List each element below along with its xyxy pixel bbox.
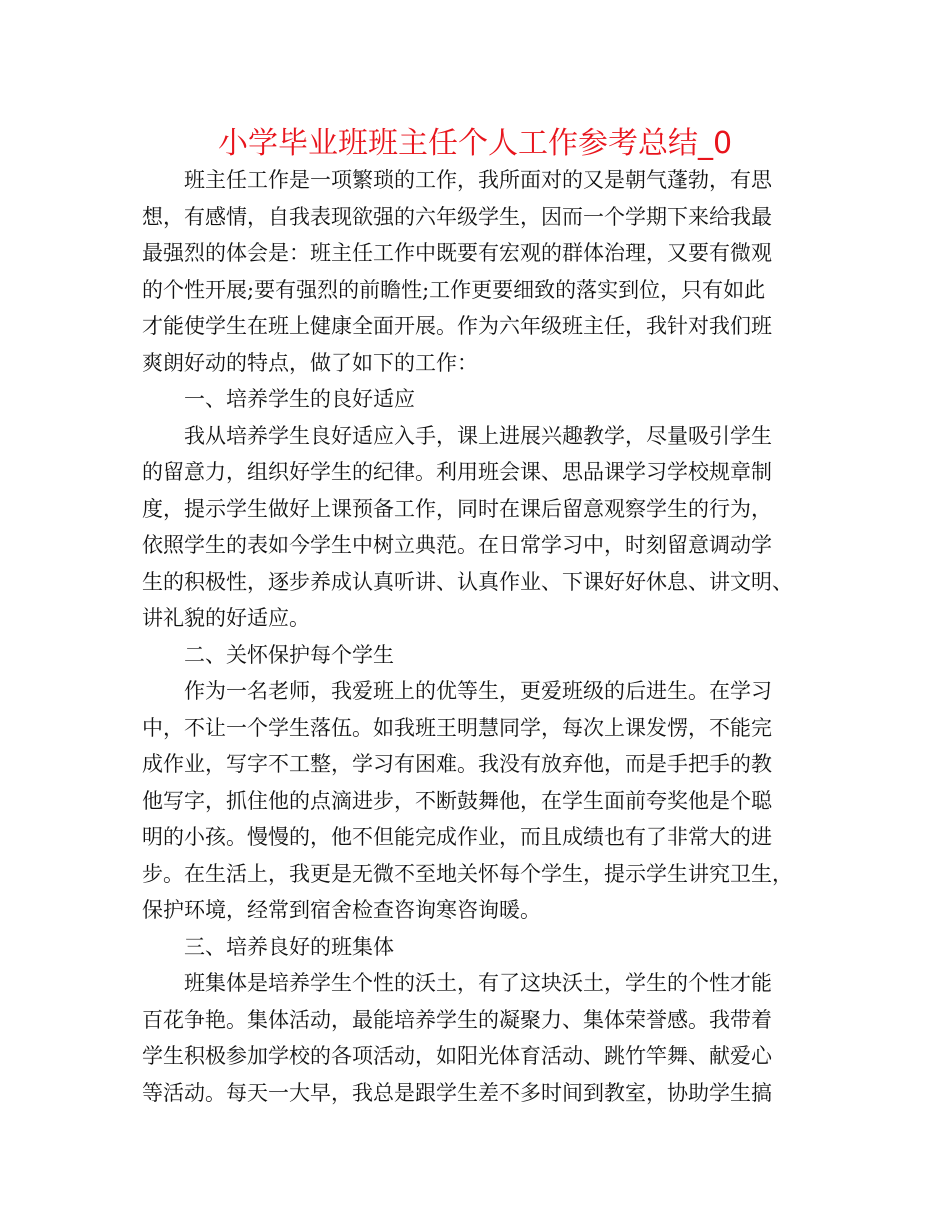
paragraph-line: 保护环境，经常到宿舍检查咨询寒咨询暖。 bbox=[142, 898, 541, 922]
paragraph-line: 最强烈的体会是：班主任工作中既要有宏观的群体治理，又要有微观 bbox=[142, 241, 772, 265]
paragraph-line: 等活动。每天一大早，我总是跟学生差不多时间到教室，协助学生搞 bbox=[142, 1080, 772, 1105]
section-heading: 三、培养良好的班集体 bbox=[184, 934, 394, 959]
paragraph-line: 明的小孩。慢慢的，他不但能完成作业，而且成绩也有了非常大的进 bbox=[142, 825, 772, 849]
paragraph-line: 步。在生活上，我更是无微不至地关怀每个学生，提示学生讲究卫生， bbox=[142, 861, 793, 886]
paragraph-line: 百花争艳。集体活动，最能培养学生的凝聚力、集体荣誉感。我带着 bbox=[142, 1007, 772, 1032]
paragraph-line: 爽朗好动的特点，做了如下的工作： bbox=[142, 350, 478, 375]
paragraph-line: 想，有感情，自我表现欲强的六年级学生，因而一个学期下来给我最 bbox=[142, 204, 772, 229]
paragraph-line: 的留意力，组织好学生的纪律。利用班会课、思品课学习学校规章制 bbox=[142, 460, 772, 484]
section-heading: 二、关怀保护每个学生 bbox=[184, 642, 394, 667]
document-body bbox=[142, 162, 814, 1111]
paragraph-line: 学生积极参加学校的各项活动，如阳光体育活动、跳竹竿舞、献爱心 bbox=[142, 1044, 772, 1068]
paragraph-line: 我从培养学生良好适应入手，课上进展兴趣教学，尽量吸引学生 bbox=[184, 423, 772, 448]
paragraph-line: 班集体是培养学生个性的沃土，有了这块沃土，学生的个性才能 bbox=[184, 971, 772, 995]
paragraph-line: 中，不让一个学生落伍。如我班王明慧同学，每次上课发愣，不能完 bbox=[142, 715, 772, 740]
paragraph-line: 他写字，抓住他的点滴进步，不断鼓舞他，在学生面前夸奖他是个聪 bbox=[142, 788, 772, 813]
paragraph-line: 讲礼貌的好适应。 bbox=[142, 606, 310, 630]
paragraph-line: 依照学生的表如今学生中树立典范。在日常学习中，时刻留意调动学 bbox=[142, 533, 772, 557]
document-title: 小学毕业班班主任个人工作参考总结_0 bbox=[217, 126, 733, 161]
paragraph-line: 作为一名老师，我爱班上的优等生，更爱班级的后进生。在学习 bbox=[184, 679, 772, 703]
paragraph-line: 度，提示学生做好上课预备工作，同时在课后留意观察学生的行为， bbox=[142, 496, 772, 521]
paragraph-line: 生的积极性，逐步养成认真听讲、认真作业、下课好好休息、讲文明、 bbox=[142, 569, 793, 594]
section-heading: 一、培养学生的良好适应 bbox=[184, 387, 415, 411]
paragraph-line: 才能使学生在班上健康全面开展。作为六年级班主任，我针对我们班 bbox=[142, 314, 772, 338]
paragraph-line: 班主任工作是一项繁琐的工作，我所面对的又是朝气蓬勃，有思 bbox=[184, 168, 772, 192]
paragraph-line: 成作业，写字不工整，学习有困难。我没有放弃他，而是手把手的教 bbox=[142, 752, 772, 776]
paragraph-line: 的个性开展;要有强烈的前瞻性;工作更要细致的落实到位，只有如此 bbox=[142, 277, 766, 302]
